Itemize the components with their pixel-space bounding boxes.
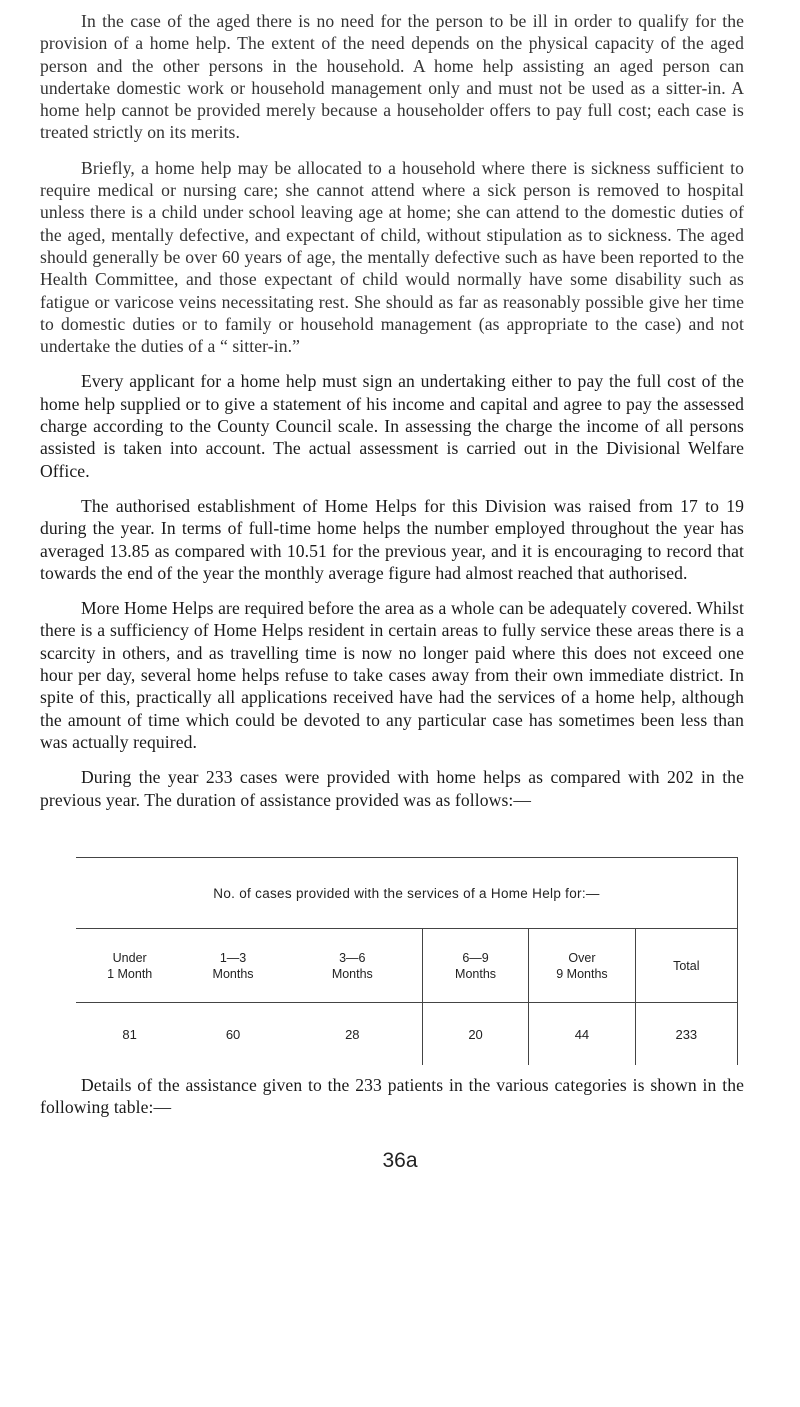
header-line-2: 9 Months — [556, 966, 608, 981]
cell-3-6-months: 28 — [283, 1003, 423, 1066]
header-line-1: Over — [568, 950, 596, 965]
header-line-2: Months — [455, 966, 497, 981]
cell-total: 233 — [635, 1003, 737, 1066]
cell-under-1-month: 81 — [76, 1003, 183, 1066]
column-header-total: Total — [635, 929, 737, 1003]
column-header-3-6-months — [283, 929, 423, 1003]
header-line-1: 1—3 — [219, 950, 247, 965]
closing-section — [40, 1074, 744, 1132]
column-header-under-1-month — [76, 929, 183, 1003]
cell-over-9-months: 44 — [529, 1003, 635, 1066]
header-line-1: Under — [112, 950, 147, 965]
column-header-over-9-months — [529, 929, 635, 1003]
paragraph-applicant-undertaking: Every applicant for a home help must sign an undertaking either to pay the full cost of the home help supplied or to give a statement of his income and capital and agree to pay the assessed charge according to the County Council scale. In assessing the charge the income of all persons assisted is taken into account. The actual assessment is carried out in the Divisional Welfare Office. — [40, 371, 744, 481]
header-line-2: Months — [331, 966, 373, 981]
table-header-row — [76, 929, 738, 1003]
paragraph-allocation-criteria: Briefly, a home help may be allocated to a household where there is sickness sufficient to require medical or nursing care; she cannot attend where a sick person is removed to hospital unless there is a child under school leaving age at home; she can attend to the domestic duties of the aged, mentally defective, and expectant of child, without stipulation as to sickness. The aged should generally be over 60 years of age, the mentally defective such as have been reported to the Health Committee, and those expectant of child would normally have some disability such as fatigue or varicose veins necessitating rest. She should as far as reasonably possible give her time to domestic duties or to family or household management (as appropriate to the case) and not undertake the duties of a “ sitter-in.” — [40, 157, 744, 357]
column-header-1-3-months — [183, 929, 282, 1003]
document-body — [40, 10, 744, 824]
header-line-2: 1 Month — [107, 966, 153, 981]
cell-6-9-months: 20 — [422, 1003, 528, 1066]
paragraph-details-following-table: Details of the assistance given to the 233 patients in the various categories is shown in the following table:— — [40, 1075, 744, 1118]
paragraph-authorised-establishment: The authorised establishment of Home Helps for this Division was raised from 17 to 19 during the year. In terms of full-time home helps the number employed throughout the year has averaged 13.85 as compared with 10.51 for the previous year, and it is encouraging to record that towards the end of the year the monthly average figure had almost reached that authorised. — [40, 495, 744, 583]
cell-1-3-months: 60 — [183, 1003, 282, 1066]
page-number: 36a — [382, 1149, 418, 1172]
column-header-6-9-months — [422, 929, 528, 1003]
cases-table-container — [76, 857, 738, 1065]
header-line-2: Months — [212, 966, 254, 981]
duration-of-assistance-table — [76, 857, 738, 1065]
table-row — [76, 1003, 738, 1066]
table-caption: No. of cases provided with the services of a Home Help for:— — [76, 858, 738, 929]
paragraph-cases-provided: During the year 233 cases were provided with home helps as compared with 202 in the previous year. The duration of assistance provided was as follows:— — [40, 767, 744, 810]
paragraph-more-home-helps: More Home Helps are required before the area as a whole can be adequately covered. Whilst there is a sufficiency of Home Helps resident in certain areas to fully service these areas there is a scarcity in others, and as travelling time is now no longer paid where this does not exceed one hour per day, several home helps refuse to take cases away from their own immediate district. In spite of this, practically all applications received have had the services of a home help, although the amount of time which could be devoted to any particular case has sometimes been less than was actually required. — [40, 598, 744, 752]
header-line-1: 6—9 — [462, 950, 489, 965]
header-line-1: 3—6 — [339, 950, 366, 965]
paragraph-aged-eligibility: In the case of the aged there is no need for the person to be ill in order to qualify for the provision of a home help. The extent of the need depends on the physical capacity of the aged person and the other persons in the household. A home help assisting an aged person can undertake domestic work or household management only and must not be used as a sitter-in. A home help cannot be provided merely because a householder offers to pay full cost; each case is treated strictly on its merits. — [40, 11, 744, 143]
